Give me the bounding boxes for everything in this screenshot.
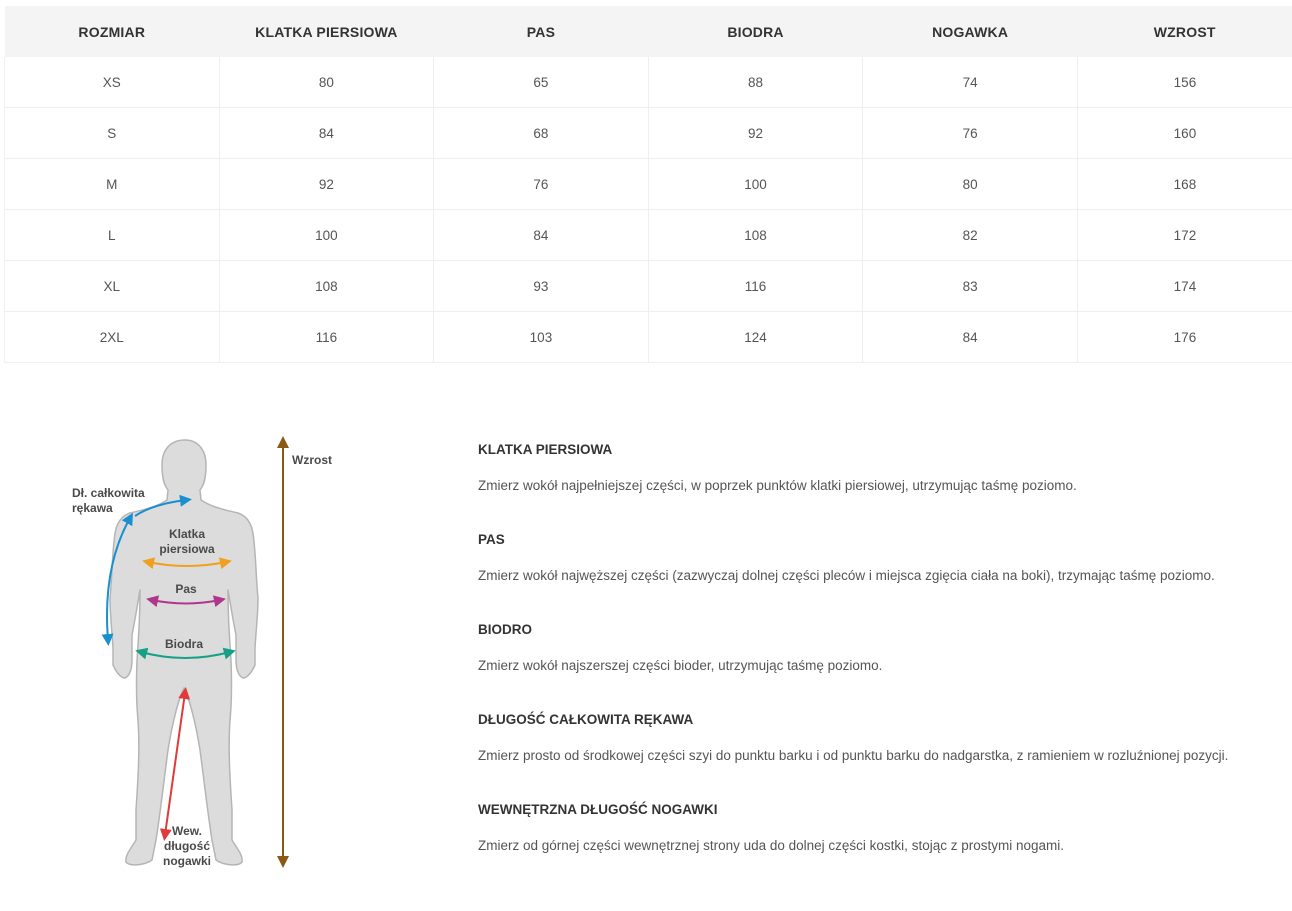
description-title: DŁUGOŚĆ CAŁKOWITA RĘKAWA xyxy=(478,712,694,727)
inseam-label-line3: nogawki xyxy=(162,854,212,868)
sleeve-label-line2: rękawa xyxy=(72,501,113,515)
table-row xyxy=(5,261,1292,312)
cell-waist: 103 xyxy=(434,312,649,363)
cell-inseam: 80 xyxy=(863,159,1078,210)
description-title: WEWNĘTRZNA DŁUGOŚĆ NOGAWKI xyxy=(478,802,718,817)
cell-size: M xyxy=(5,159,220,210)
cell-chest: 92 xyxy=(219,159,434,210)
sleeve-label-line1: Dł. całkowita xyxy=(72,486,145,500)
table-row xyxy=(5,312,1292,363)
cell-inseam: 74 xyxy=(863,57,1078,108)
chest-label-line2: piersiowa xyxy=(159,542,215,556)
body-silhouette xyxy=(110,440,258,865)
description-title: KLATKA PIERSIOWA xyxy=(478,442,613,457)
body-diagram xyxy=(60,430,360,880)
cell-hips: 92 xyxy=(648,108,863,159)
height-label: Wzrost xyxy=(292,453,332,467)
inseam-label-line2: długość xyxy=(163,839,211,853)
cell-waist: 65 xyxy=(434,57,649,108)
cell-waist: 68 xyxy=(434,108,649,159)
description-text: Zmierz wokół najszerszej części bioder, utrzymując taśmę poziomo. xyxy=(478,658,883,673)
table-row xyxy=(5,108,1292,159)
description-inseam xyxy=(478,800,1288,890)
cell-height: 172 xyxy=(1077,210,1292,261)
header-waist: PAS xyxy=(434,6,649,57)
description-sleeve xyxy=(478,710,1288,800)
cell-chest: 80 xyxy=(219,57,434,108)
cell-waist: 84 xyxy=(434,210,649,261)
cell-hips: 108 xyxy=(648,210,863,261)
cell-size: S xyxy=(5,108,220,159)
cell-chest: 108 xyxy=(219,261,434,312)
cell-inseam: 76 xyxy=(863,108,1078,159)
cell-chest: 100 xyxy=(219,210,434,261)
header-inseam: NOGAWKA xyxy=(863,6,1078,57)
cell-hips: 100 xyxy=(648,159,863,210)
description-title: BIODRO xyxy=(478,622,532,637)
cell-chest: 116 xyxy=(219,312,434,363)
cell-hips: 88 xyxy=(648,57,863,108)
cell-waist: 76 xyxy=(434,159,649,210)
table-row xyxy=(5,210,1292,261)
table-header-row xyxy=(5,6,1292,57)
cell-chest: 84 xyxy=(219,108,434,159)
description-text: Zmierz wokół najpełniejszej części, w poprzek punktów klatki piersiowej, utrzymując taśmę poziomo. xyxy=(478,478,1077,493)
waist-label: Pas xyxy=(175,582,197,596)
cell-size: 2XL xyxy=(5,312,220,363)
description-text: Zmierz od górnej części wewnętrznej strony uda do dolnej części kostki, stojąc z prostymi nogami. xyxy=(478,838,1064,853)
description-title: PAS xyxy=(478,532,505,547)
description-chest xyxy=(478,440,1288,530)
cell-size: XS xyxy=(5,57,220,108)
cell-waist: 93 xyxy=(434,261,649,312)
cell-height: 168 xyxy=(1077,159,1292,210)
header-hips: BIODRA xyxy=(648,6,863,57)
cell-height: 176 xyxy=(1077,312,1292,363)
description-text: Zmierz prosto od środkowej części szyi do punktu barku i od punktu barku do nadgarstka, z ramieniem w rozluźnionej pozycji. xyxy=(478,748,1229,763)
measurement-descriptions xyxy=(478,440,1288,890)
description-hips xyxy=(478,620,1288,710)
inseam-label-line1: Wew. xyxy=(171,824,203,838)
header-height: WZROST xyxy=(1077,6,1292,57)
description-waist xyxy=(478,530,1288,620)
header-size: ROZMIAR xyxy=(5,6,220,57)
header-chest: KLATKA PIERSIOWA xyxy=(219,6,434,57)
cell-height: 160 xyxy=(1077,108,1292,159)
cell-inseam: 84 xyxy=(863,312,1078,363)
table-row xyxy=(5,57,1292,108)
cell-height: 174 xyxy=(1077,261,1292,312)
size-chart-table xyxy=(4,6,1292,363)
hips-label: Biodra xyxy=(164,637,204,651)
cell-hips: 116 xyxy=(648,261,863,312)
measurement-figure xyxy=(60,430,360,880)
table-row xyxy=(5,159,1292,210)
cell-height: 156 xyxy=(1077,57,1292,108)
cell-inseam: 82 xyxy=(863,210,1078,261)
cell-hips: 124 xyxy=(648,312,863,363)
cell-size: XL xyxy=(5,261,220,312)
description-text: Zmierz wokół najwęższej części (zazwyczaj dolnej części pleców i miejsca zgięcia ciała na boki), trzymając taśmę poziomo. xyxy=(478,568,1215,583)
chest-label-line1: Klatka xyxy=(168,527,206,541)
cell-inseam: 83 xyxy=(863,261,1078,312)
cell-size: L xyxy=(5,210,220,261)
